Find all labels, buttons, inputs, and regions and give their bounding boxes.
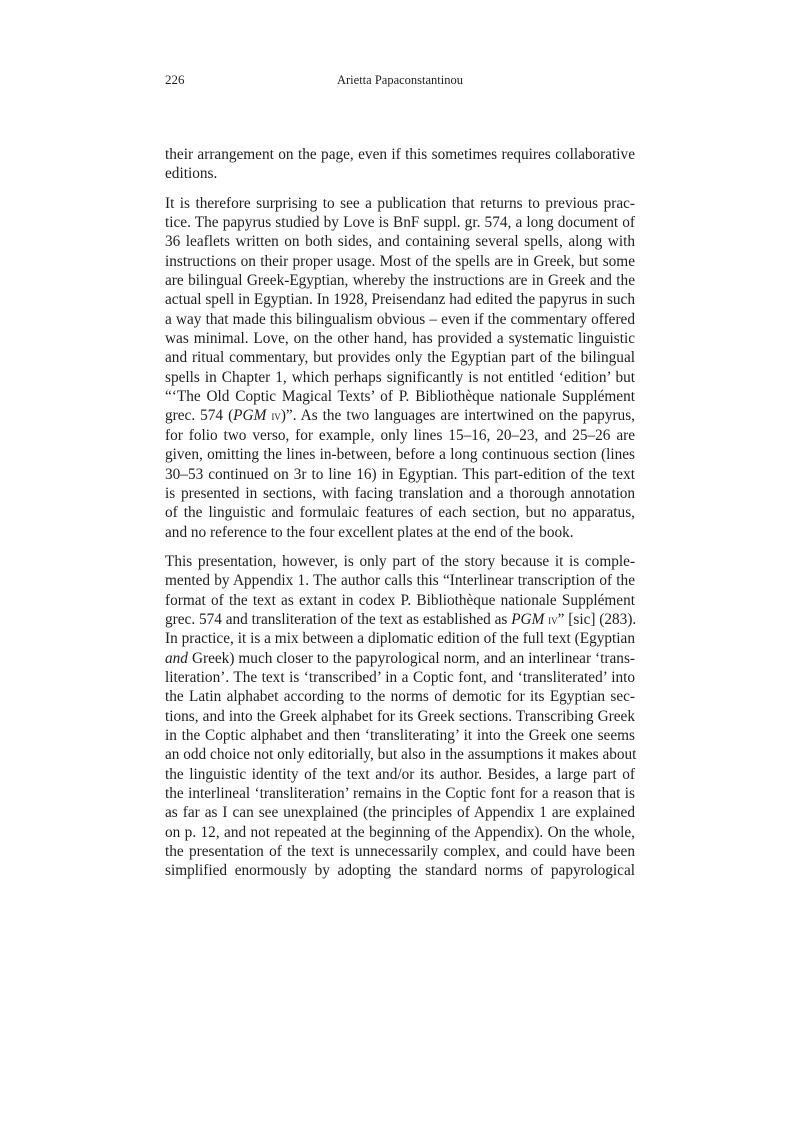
text-line — [165, 271, 635, 290]
text-segment: 36 leaflets written on both sides, and containing several spells, along with — [165, 233, 635, 251]
text-segment: was minimal. Love, on the other hand, has provided a systematic linguistic — [165, 330, 635, 348]
text-line — [165, 252, 635, 271]
text-line — [165, 145, 635, 164]
text-line — [165, 668, 635, 687]
text-line — [165, 745, 635, 764]
text-segment: “‘The Old Coptic Magical Texts’ of P. Bibliothèque nationale Supplément — [165, 388, 635, 406]
text-segment: spells in Chapter 1, which perhaps significantly is not entitled ‘edition’ but — [165, 368, 635, 386]
running-head: Arietta Papaconstantinou — [336, 73, 463, 87]
text-line — [165, 784, 635, 803]
text-line — [165, 445, 635, 464]
text-segment: is presented in sections, with facing translation and a thorough annotation — [165, 484, 635, 502]
text-segment: In practice, it is a mix between a diplomatic edition of the full text (Egyptian — [165, 630, 635, 648]
text-line — [165, 571, 635, 590]
text-line — [165, 707, 635, 726]
text-segment: their arrangement on the page, even if this sometimes requires collaborative — [165, 146, 635, 163]
text-segment: It is therefore surprising to see a publication that returns to previous prac- — [165, 194, 635, 212]
text-line — [165, 687, 635, 706]
text-line — [165, 406, 635, 425]
body-text — [165, 145, 635, 891]
text-segment: tice. The papyrus studied by Love is BnF suppl. gr. 574, a long document of — [165, 214, 635, 232]
text-line — [165, 232, 635, 251]
text-segment: ” [sic] (283). — [557, 610, 637, 628]
text-segment: This presentation, however, is only part of the story because it is comple- — [165, 552, 635, 570]
text-segment: and ritual commentary, but provides only the Egyptian part of the bilingual — [165, 349, 635, 367]
text-segment: on p. 12, and not repeated at the beginning of the Appendix). On the whole, — [165, 823, 635, 841]
text-line — [165, 765, 635, 784]
text-line — [165, 629, 635, 648]
text-segment: tions, and into the Greek alphabet for its Greek sections. Transcribing Greek — [165, 707, 635, 725]
text-segment: a way that made this bilingualism obvious – even if the commentary offered — [165, 310, 635, 328]
text-segment: grec. 574 and transliteration of the text as established as — [165, 610, 512, 628]
small-caps-text: iv — [271, 409, 281, 424]
text-segment: are bilingual Greek-Egyptian, whereby the instructions are in Greek and the — [165, 272, 635, 290]
text-segment: of the linguistic and formulaic features of each section, but no apparatus, — [165, 504, 635, 522]
text-segment: for folio two verso, for example, only lines 15–16, 20–23, and 25–26 are — [165, 426, 635, 444]
text-segment: mented by Appendix 1. The author calls this “Interlinear transcription of the — [165, 572, 635, 590]
text-segment: and no reference to the four excellent plates at the end of the book. — [165, 523, 574, 541]
text-line — [165, 194, 635, 213]
text-line — [165, 368, 635, 387]
text-line — [165, 348, 635, 367]
text-line — [165, 523, 635, 542]
text-line — [165, 213, 635, 232]
text-segment: in the Coptic alphabet and then ‘transliterating’ it into the Greek one seems — [165, 726, 635, 744]
paragraph — [165, 145, 635, 184]
text-line — [165, 842, 635, 861]
text-line — [165, 164, 635, 183]
page-number: 226 — [165, 72, 185, 87]
text-segment: the interlineal ‘transliteration’ remains in the Coptic font for a reason that is — [165, 785, 635, 802]
small-caps-text: iv — [548, 612, 558, 627]
text-line — [165, 610, 635, 629]
text-segment: 30–53 continued on 3r to line 16) in Egyptian. This part-edition of the text — [165, 465, 635, 483]
text-segment: editions. — [165, 165, 218, 183]
paragraph — [165, 552, 635, 881]
text-segment: format of the text as extant in codex P. Bibliothèque nationale Supplément — [165, 591, 635, 609]
text-segment: literation’. The text is ‘transcribed’ in a Coptic font, and ‘transliterated’ into — [165, 668, 635, 686]
text-line — [165, 290, 635, 309]
text-segment: the presentation of the text is unnecessarily complex, and could have been — [165, 843, 635, 861]
text-segment: instructions on their proper usage. Most of the spells are in Greek, but some — [165, 252, 635, 270]
text-line — [165, 387, 635, 406]
text-line — [165, 465, 635, 484]
text-line — [165, 649, 635, 668]
text-line — [165, 552, 635, 571]
text-segment: the linguistic identity of the text and/or its author. Besides, a large part of — [165, 765, 635, 783]
text-segment: as far as I can see unexplained (the principles of Appendix 1 are explained — [165, 804, 635, 822]
italic-text: PGM — [233, 407, 267, 425]
text-line — [165, 823, 635, 842]
text-segment: actual spell in Egyptian. In 1928, Preisendanz had edited the papyrus in such — [165, 291, 635, 309]
text-segment: )”. As the two languages are intertwined on the papyrus, — [280, 407, 635, 425]
text-segment: an odd choice not only editorially, but also in the assumptions it makes about — [165, 746, 637, 764]
text-line — [165, 426, 635, 445]
text-line — [165, 591, 635, 610]
text-line — [165, 329, 635, 348]
paragraph — [165, 194, 635, 542]
text-segment: grec. 574 ( — [165, 407, 234, 425]
text-segment: given, omitting the lines in-between, before a long continuous section (lines — [165, 446, 635, 464]
text-line — [165, 861, 635, 880]
text-line — [165, 310, 635, 329]
text-segment: simplified enormously by adopting the standard norms of papyrological — [165, 862, 635, 880]
text-line — [165, 803, 635, 822]
text-line — [165, 726, 635, 745]
text-line — [165, 503, 635, 522]
text-line — [165, 484, 635, 503]
text-segment: Greek) much closer to the papyrological norm, and an interlinear ‘trans- — [187, 649, 635, 667]
italic-text: and — [165, 649, 188, 667]
italic-text: PGM — [511, 610, 545, 628]
text-segment: the Latin alphabet according to the norms of demotic for its Egyptian sec- — [165, 688, 635, 706]
